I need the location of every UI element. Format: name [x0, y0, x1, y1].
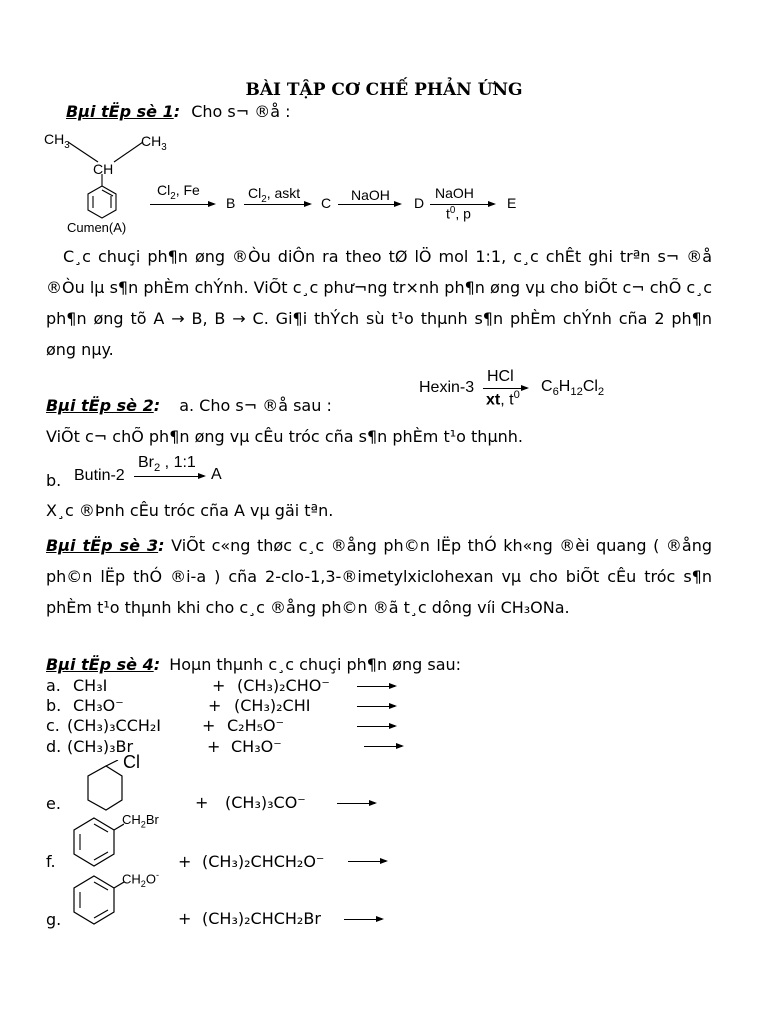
row-e-label: e. — [46, 794, 61, 813]
row-a-plus: + — [212, 676, 226, 695]
ex2-b-label: b. — [46, 471, 62, 490]
xt-t0-label: xt, $t^0$ — [486, 389, 520, 409]
row-g-label: g. — [46, 910, 62, 929]
page-title: BÀI TẬP CƠ CHẾ PHẢN ỨNG — [245, 80, 523, 100]
row-d-left: (CH₃)₃Br — [67, 737, 134, 756]
ex3-paragraph: Bµi tËp sè 3: ViÕt c«ng thøc c¸c ®ång ph©n lËp thÓ kh«ng ®èi quang ( ®ång ph©n lËp thÓ ®i-a ) cña 2-clo-1,3-®imetylxiclohexan vµ cho biÕt cÊu tróc s¶n phÈm t¹o thµnh khi cho c¸c ®ång ph©n ®ã t¸c dông víi CH₃ONa. — [46, 536, 712, 617]
ex2-heading: Bµi tËp sè 2 — [46, 396, 154, 415]
row-g-arrow — [344, 919, 382, 920]
hcl-label: HCl — [487, 368, 514, 385]
arrow-butin — [134, 476, 204, 477]
ex3-heading: Bµi tËp sè 3 — [46, 536, 159, 555]
row-f-arrow — [348, 861, 386, 862]
butin-label: Butin-2 — [74, 467, 125, 484]
row-c-right: C₂H₅O⁻ — [227, 716, 285, 735]
row-c-plus: + — [202, 716, 216, 735]
row-g-plus: + — [178, 909, 192, 928]
row-e-right: (CH₃)₃CO⁻ — [225, 793, 306, 812]
ch2br-substituent: $CH_2Br$ — [122, 812, 159, 830]
arrow-a-b — [150, 204, 214, 205]
reagent-cl2-fe: $Cl_2$, Fe — [157, 182, 200, 202]
reagent-cl2-askt: $Cl_2$, askt — [248, 185, 301, 205]
row-a-right: (CH₃)₂CHO⁻ — [237, 676, 330, 695]
ex1-intro: Cho s¬ ®å : — [191, 102, 291, 121]
row-a-arrow — [357, 686, 395, 687]
row-c-label: c. — [46, 716, 60, 735]
product-c6h12cl2: $C_6H_{12}Cl_2$ — [541, 378, 605, 399]
reagent-naoh-2: NaOH — [435, 185, 474, 201]
benzene-ring-f — [64, 812, 124, 872]
row-e-plus: + — [195, 793, 209, 812]
cl-substituent: Cl — [123, 752, 140, 772]
ex1-heading: Bµi tËp sè 1 — [66, 102, 174, 121]
compound-a: A — [211, 466, 222, 483]
condition-t-p: $t^0$, p — [446, 205, 471, 222]
row-b-arrow — [357, 706, 395, 707]
hexin-label: Hexin-3 — [419, 379, 475, 396]
ex3-text: ViÕt c«ng thøc c¸c ®ång ph©n lËp thÓ kh«ng ®èi quang ( ®ång ph©n lËp thÓ ®i-a ) cña 2-clo-1,3-®imetylxiclohexan vµ cho biÕt cÊu tróc s¶n phÈm t¹o thµnh khi cho c¸c ®ång ph©n ®ã t¸c dông víi CH₃ONa. — [46, 536, 712, 617]
ch-label: CH — [93, 161, 114, 177]
compound-d: D — [414, 195, 425, 211]
row-f-label: f. — [46, 852, 56, 871]
ex1-text: C¸c chuçi ph¶n øng ®Òu diÔn ra theo tØ lÖ mol 1:1, c¸c chÊt ghi trªn s¬ ®å ®Òu lµ s¶n phÈm chÝnh. ViÕt c¸c phư¬ng tr×nh ph¶n øng vµ cho biÕt c¬ chÕ c¸c ph¶n øng tõ A → B, B → C. Gi¶i thÝch sù t¹o thµnh s¶n phÈm chÝnh cña 2 ph¶n øng nµy. — [46, 247, 712, 359]
row-a-left: CH₃I — [73, 676, 108, 695]
reagent-naoh-1: NaOH — [351, 187, 390, 203]
ex2-heading-line: Bµi tËp sè 2: a. Cho s¬ ®å sau : — [46, 396, 332, 415]
row-d-plus: + — [207, 737, 221, 756]
ex4-heading: Bµi tËp sè 4 — [46, 655, 154, 674]
row-f-right: (CH₃)₂CHCH₂O⁻ — [202, 852, 325, 871]
compound-e: E — [507, 195, 517, 211]
ex2-text-b: X¸c ®Þnh cÊu tróc cña A vµ gäi tªn. — [46, 501, 334, 520]
row-b-label: b. — [46, 696, 62, 715]
br2-label: $Br_2$ , 1:1 — [138, 454, 196, 475]
row-d-arrow — [364, 746, 402, 747]
row-d-label: d. — [46, 737, 62, 756]
row-g-right: (CH₃)₂CHCH₂Br — [202, 909, 321, 928]
arrow-b-c — [244, 204, 310, 205]
row-e-arrow — [337, 803, 375, 804]
row-b-plus: + — [208, 696, 222, 715]
row-d-right: CH₃O⁻ — [231, 737, 282, 756]
cumene-caption: Cumen(A) — [67, 220, 127, 235]
ex4-heading-line: Bµi tËp sè 4: Hoµn thµnh c¸c chuçi ph¶n øng sau: — [46, 655, 462, 674]
benzene-ring-g — [64, 870, 124, 930]
row-c-left: (CH₃)₃CCH₂I — [67, 716, 162, 735]
ch3-left-label: $CH_3$ — [44, 131, 70, 151]
row-a-label: a. — [46, 676, 61, 695]
cyclohexane-ring — [70, 760, 130, 820]
row-b-left: CH₃O⁻ — [73, 696, 124, 715]
ex2-a-label: a. Cho s¬ ®å sau : — [179, 396, 332, 415]
ch3-right-label: $CH_3$ — [141, 133, 167, 153]
row-f-plus: + — [178, 852, 192, 871]
ex4-intro: Hoµn thµnh c¸c chuçi ph¶n øng sau: — [169, 655, 462, 674]
ex2-text-a: ViÕt c¬ chÕ ph¶n øng vµ cÊu tróc cña s¶n phÈm t¹o thµnh. — [46, 427, 523, 446]
ch2o-substituent: $CH_2O^-$ — [122, 870, 159, 889]
arrow-c-d — [338, 204, 400, 205]
row-c-arrow — [357, 726, 395, 727]
compound-b: B — [226, 195, 236, 211]
ex1-heading-line: Bµi tËp sè 1: Cho s¬ ®å : — [66, 102, 291, 121]
row-b-right: (CH₃)₂CHI — [234, 696, 311, 715]
compound-c: C — [321, 195, 332, 211]
